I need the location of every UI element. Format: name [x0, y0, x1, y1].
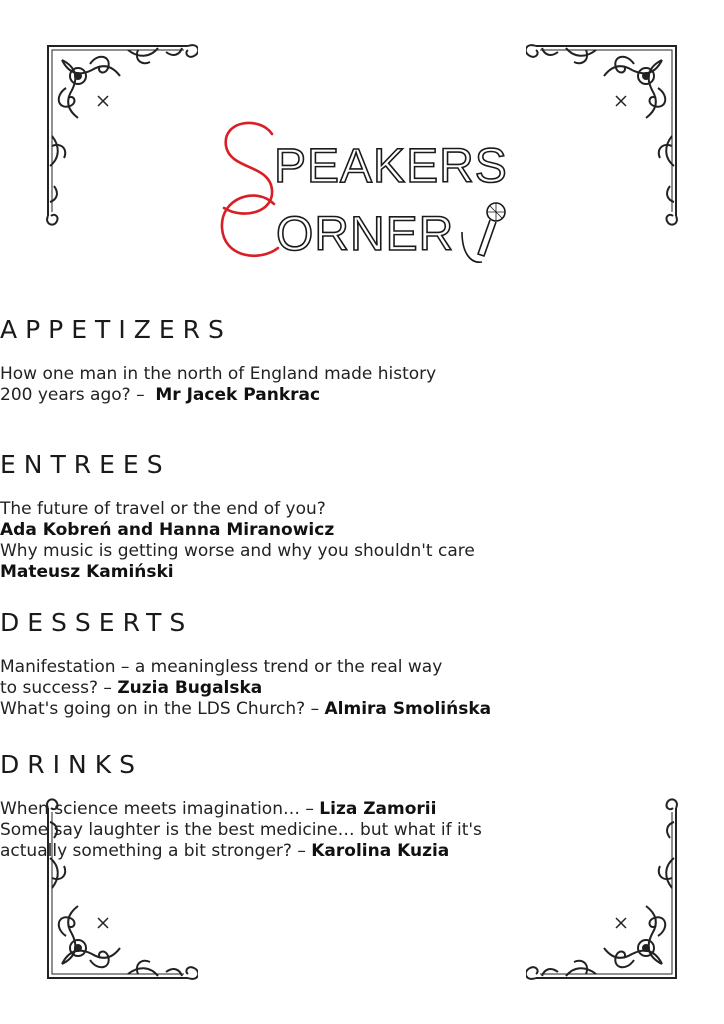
- topic-text: When science meets imagination… –: [0, 799, 314, 819]
- topic-line: [0, 385, 724, 406]
- topic-text: 200 years ago? –: [0, 385, 145, 405]
- speaker-name: Almira Smolińska: [324, 699, 492, 719]
- topic-line: [0, 699, 724, 720]
- ornament-corner-icon: [38, 36, 198, 226]
- section-title: ENTREES: [0, 450, 171, 479]
- speaker-name: Mateusz Kamiński: [0, 562, 174, 582]
- section-entrees: [0, 450, 724, 583]
- ornament-corner-icon: [526, 36, 686, 226]
- speaker-name: Karolina Kuzia: [311, 841, 450, 861]
- topic-text: actually something a bit stronger? –: [0, 841, 306, 861]
- speaker-name: Liza Zamorii: [319, 799, 437, 819]
- section-desserts: [0, 608, 724, 720]
- section-title: DRINKS: [0, 750, 143, 779]
- section-title: APPETIZERS: [0, 315, 232, 344]
- section-drinks: [0, 750, 724, 862]
- speaker-name: Mr Jacek Pankrac: [155, 385, 321, 405]
- speakers-corner-logo: [200, 112, 530, 272]
- topic-line: [0, 841, 724, 862]
- section-appetizers: [0, 315, 724, 406]
- topic-line: Why music is getting worse and why you shouldn't care: [0, 541, 475, 561]
- section-title: DESSERTS: [0, 608, 194, 637]
- logo-line1: PEAKERS: [274, 140, 508, 193]
- topic-text: to success? –: [0, 678, 112, 698]
- microphone-icon: [462, 203, 505, 262]
- logo-line2: ORNER: [276, 208, 455, 261]
- topic-line: Some say laughter is the best medicine… but what if it's: [0, 820, 482, 840]
- topic-line: The future of travel or the end of you?: [0, 499, 326, 519]
- topic-line: Manifestation – a meaningless trend or the real way: [0, 657, 443, 677]
- topic-text: What's going on in the LDS Church? –: [0, 699, 320, 719]
- topic-line: [0, 678, 724, 699]
- speaker-name: Zuzia Bugalska: [117, 678, 263, 698]
- speaker-name: Ada Kobreń and Hanna Miranowicz: [0, 520, 335, 540]
- topic-line: [0, 799, 724, 820]
- topic-line: How one man in the north of England made history: [0, 364, 437, 384]
